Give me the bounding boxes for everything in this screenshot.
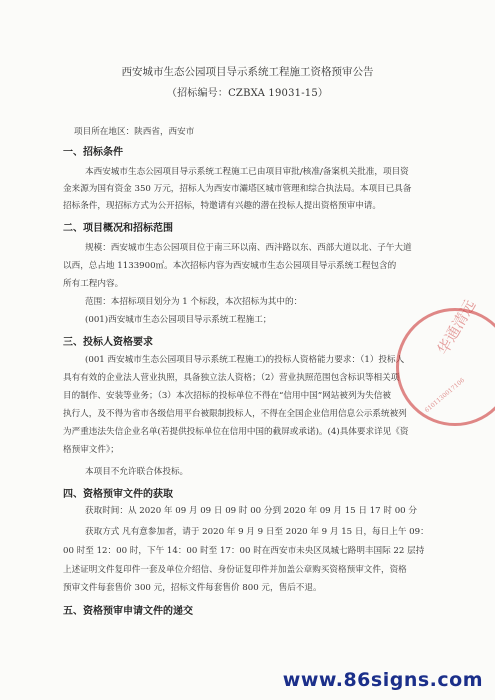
paragraph-line: 本项目不允许联合体投标。 [85,467,189,477]
paragraph-line: 获取时间：从 2020 年 09 月 09 日 09 时 00 分到 2020 年 09 月 15 日 17 时 00 分 [85,506,417,516]
watermark-url: www.86signs.com [282,669,483,691]
paragraph-line: (001)西安城市生态公园项目导示系统工程施工； [85,315,272,325]
project-location: 项目所在地区：陕西省，西安市 [74,127,195,137]
paragraph-line: 目的制作、安装等业务；（3）本次招标的投标单位不得在“信用中国”网站被列为失信被 [63,391,391,401]
paragraph-line: 规模：西安城市生态公园项目位于南三环以南、西沣路以东、西部大道以北、子午大道 [85,243,412,253]
paragraph-line: 为严重违法失信企业名单(若提供投标单位在信用中国的截屏或承诺)。(4)具体要求详见《资 [63,427,409,437]
tender-number: （招标编号：CZBXA 19031-15） [166,88,329,99]
seal-number: 6101130017106 [423,376,467,415]
seal-text: 华通清远 [433,296,480,358]
paragraph-line: 金来源为国有资金 350 万元，招标人为西安市灞塔区城市管理和综合执法局。本项目已具备 [63,184,412,194]
paragraph-line: 以西，总占地 1133900㎡。本次招标内容为西安城市生态公园项目导示系统工程包含的 [63,261,397,271]
paragraph-line: 预审文件每套售价 300 元，招标文件每套售价 800 元，售后不退。 [63,583,322,593]
paragraph-line: 具有有效的企业法人营业执照，具备独立法人资格；（2）营业执照范围包含标识等相关项 [63,373,400,383]
section-heading-4: 四、资格预审文件的获取 [63,489,173,500]
paragraph-line: 招标条件，现招标方式为公开招标，特邀请有兴趣的潜在投标人提出资格预审申请。 [63,201,381,211]
section-heading-2: 二、项目概况和招标范围 [63,223,173,234]
section-heading-1: 一、招标条件 [63,147,123,158]
paragraph-line: 执行人，及不得为省市各级信用平台被限制投标人，不得在全国企业信用信息公示系统被列 [63,409,407,419]
paragraph-line: 格预审文件》； [63,445,119,455]
paragraph-line: (001 西安城市生态公园项目导示系统工程施工)的投标人资格能力要求：（1）投标人 [85,355,405,365]
paragraph-line: 00 时至 12：00 时，下午 14：00 时至 17：00 时在西安市未央区凤城七路明丰国际 22 层持 [63,546,425,556]
paragraph-line: 获取方式 凡有意参加者，请于 2020 年 9 月 9 日至 2020 年 9 月 15 日，每日上午 09： [85,527,429,537]
section-heading-3: 三、投标人资格要求 [63,337,153,348]
paragraph-line: 上述证明文件复印件一套及单位介绍信、身份证复印件并加盖公章购买资格预审文件，资格 [63,565,407,575]
document-title: 西安城市生态公园项目导示系统工程施工资格预审公告 [121,66,374,78]
paragraph-line: 范围：本招标项目划分为 1 个标段，本次招标为其中的： [85,297,303,307]
paragraph-line: 本西安城市生态公园项目导示系统工程施工已由项目审批/核准/备案机关批准，项目资 [85,167,409,177]
paragraph-line: 所有工程内容。 [63,279,124,289]
section-heading-5: 五、资格预审申请文件的递交 [63,606,193,617]
